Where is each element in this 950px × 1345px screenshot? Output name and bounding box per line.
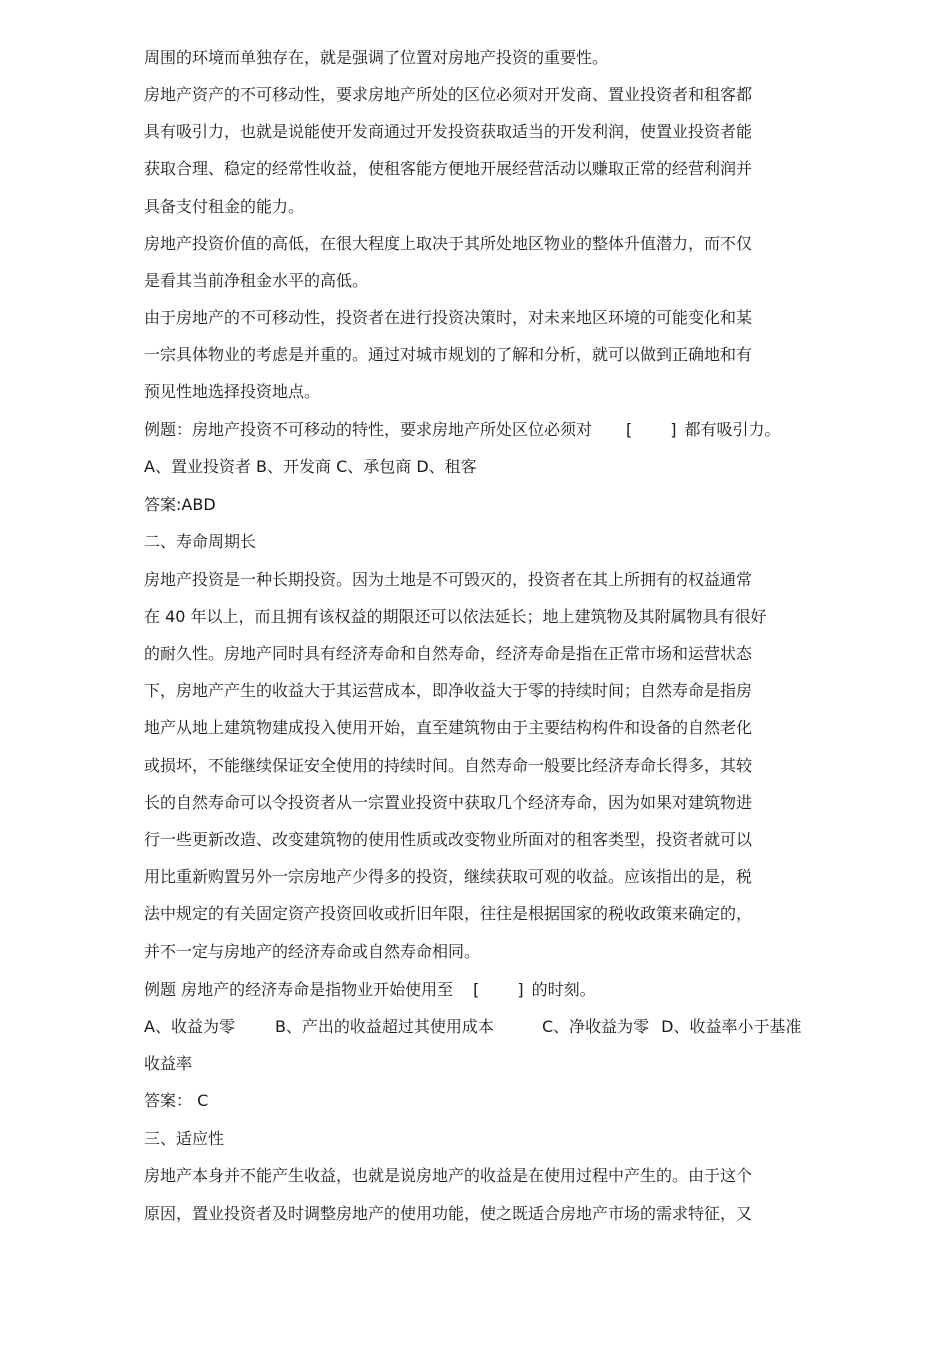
- paragraph-line: 的耐久性。房地产同时具有经济寿命和自然寿命，经济寿命是指在正常市场和运营状态: [144, 644, 753, 663]
- paragraph-line: 法中规定的有关固定资产投资回收或折旧年限，往往是根据国家的税收政策来确定的，: [144, 904, 753, 923]
- paragraph-line: 用比重新购置另外一宗房地产少得多的投资，继续获取可观的收益。应该指出的是，税: [144, 867, 753, 886]
- example-answer: 答案:ABD: [144, 495, 216, 514]
- paragraph-line: 房地产资产的不可移动性，要求房地产所处的区位必须对开发商、置业投资者和租客都: [144, 85, 753, 104]
- example-question-tail: 都有吸引力。: [684, 420, 781, 439]
- paragraph-line: 长的自然寿命可以令投资者从一宗置业投资中获取几个经济寿命，因为如果对建筑物进: [144, 793, 753, 812]
- blank-bracket-close: ]: [517, 980, 524, 999]
- paragraph-line: 原因，置业投资者及时调整房地产的使用功能，使之既适合房地产市场的需求特征，又: [144, 1204, 753, 1223]
- paragraph-line: 房地产投资是一种长期投资。因为土地是不可毁灭的，投资者在其上所拥有的权益通常: [144, 570, 753, 589]
- example-question-text: 例题：房地产投资不可移动的特性，要求房地产所处区位必须对: [144, 420, 593, 439]
- example-options: A、置业投资者 B、开发商 C、承包商 D、租客: [144, 457, 477, 476]
- paragraph-line: 由于房地产的不可移动性，投资者在进行投资决策时，对未来地区环境的可能变化和某: [144, 308, 753, 327]
- example-question: [144, 979, 596, 1001]
- paragraph-line: 周围的环境而单独存在，就是强调了位置对房地产投资的重要性。: [144, 48, 609, 67]
- blank-bracket-open: [: [473, 980, 480, 999]
- example-answer: 答案： C: [144, 1091, 209, 1110]
- paragraph-line: 获取合理、稳定的经常性收益，使租客能方便地开展经营活动以赚取正常的经营利润并: [144, 159, 753, 178]
- blank-bracket-close: ]: [670, 420, 677, 439]
- section-heading: 二、寿命周期长: [144, 532, 257, 551]
- paragraph-line: 具有吸引力，也就是说能使开发商通过开发投资获取适当的开发利润，使置业投资者能: [144, 122, 753, 141]
- example-question-text: 例题 房地产的经济寿命是指物业开始使用至: [144, 980, 454, 999]
- paragraph-line: 是看其当前净租金水平的高低。: [144, 271, 369, 290]
- option-d: D、收益率小于基准: [661, 1017, 802, 1036]
- example-question-tail: 的时刻。: [531, 980, 596, 999]
- example-options: [144, 1016, 801, 1038]
- paragraph-line: 房地产投资价值的高低，在很大程度上取决于其所处地区物业的整体升值潜力，而不仅: [144, 234, 753, 253]
- paragraph-line: 预见性地选择投资地点。: [144, 382, 321, 401]
- paragraph-line: 下，房地产产生的收益大于其运营成本，即净收益大于零的持续时间；自然寿命是指房: [144, 681, 753, 700]
- paragraph-line: 或损坏，不能继续保证安全使用的持续时间。自然寿命一般要比经济寿命长得多，其较: [144, 756, 753, 775]
- option-b: B、产出的收益超过其使用成本: [274, 1017, 494, 1036]
- example-question: [144, 419, 781, 441]
- option-c: C、净收益为零: [541, 1017, 650, 1036]
- paragraph-line: 一宗具体物业的考虑是并重的。通过对城市规划的了解和分析，就可以做到正确地和有: [144, 345, 753, 364]
- paragraph-line: 行一些更新改造、改变建筑物的使用性质或改变物业所面对的租客类型，投资者就可以: [144, 830, 753, 849]
- paragraph-line: 房地产本身并不能产生收益，也就是说房地产的收益是在使用过程中产生的。由于这个: [144, 1166, 753, 1185]
- paragraph-line: 在 40 年以上，而且拥有该权益的期限还可以依法延长；地上建筑物及其附属物具有很好: [144, 607, 767, 626]
- paragraph-line: 具备支付租金的能力。: [144, 197, 305, 216]
- option-d-continuation: 收益率: [144, 1054, 193, 1073]
- paragraph-line: 并不一定与房地产的经济寿命或自然寿命相同。: [144, 942, 481, 961]
- paragraph-line: 地产从地上建筑物建成投入使用开始，直至建筑物由于主要结构构件和设备的自然老化: [144, 718, 753, 737]
- section-heading: 三、适应性: [144, 1129, 225, 1148]
- blank-bracket-open: [: [626, 420, 633, 439]
- option-a: A、收益为零: [144, 1017, 235, 1036]
